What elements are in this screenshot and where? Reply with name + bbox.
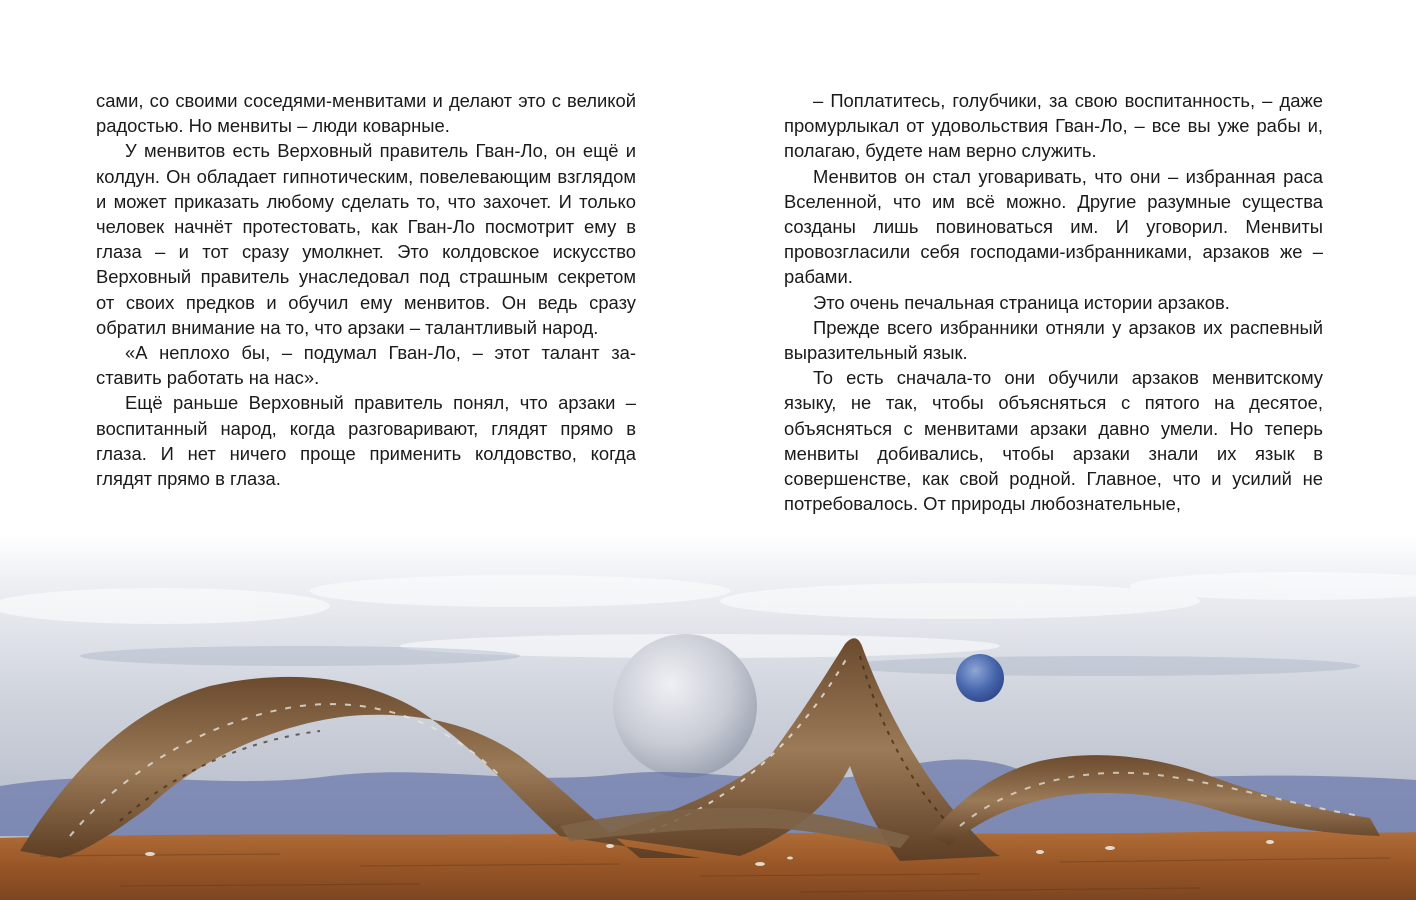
right-column-paragraph: – Поплатитесь, голубчики, за свою воспитанность, – даже промурлыкал от удовольствия Гван-Ло, – все вы уже рабы и, полагаю, будете нам верно служить. xyxy=(784,90,1323,162)
right-column-paragraph: Менвитов он стал уговаривать, что они – избранная раса Вселенной, что им всё можно. Другие разумные существа созданы лишь повиноваться им. И уговорил. Менвиты провозгласили себя господами-избранниками, арзаков же – рабами. xyxy=(784,165,1323,288)
left-column-paragraph: «А неплохо бы, – подумал Гван-Ло, – этот талант заставить работать на нас». xyxy=(96,342,636,389)
left-page-text xyxy=(96,88,636,491)
right-column-paragraph: То есть сначала-то они обучили арзаков менвитскому языку, не так, чтобы объясняться с пятого на десятое, объясняться с менвитами арзаки давно умели. Но теперь менвиты добивались, чтобы арзаки знали их язык в совершенстве, как свой родной. Главное, что и усилий не потребовалось. От природы любознательные, xyxy=(784,367,1323,515)
large-moon xyxy=(613,634,757,778)
left-column-paragraph: У менвитов есть Верховный правитель Гван-Ло, он ещё и колдун. Он обладает гипнотическим, повелевающим взглядом и может приказать любому сделать то, что захочет. И только человек начнёт протестовать, как Гван-Ло посмотрит ему в глаза – и тот сразу умолкнет. Это колдовское искусство Верховный правитель унаследовал под страшным секретом от своих предков и обучил ему менвитов. Он ведь сразу обратил внимание на то, что арзаки – талантливый народ. xyxy=(96,140,636,338)
right-column-paragraph: Прежде всего избранники отняли у арзаков их распевный выразительный язык. xyxy=(784,316,1323,364)
landscape-illustration xyxy=(0,536,1416,900)
left-column-paragraph: Ещё раньше Верховный правитель понял, что арзаки – воспитанный народ, когда разговаривают, глядят прямо в глаза. И нет ничего проще применить колдовство, когда глядят прямо в глаза. xyxy=(96,392,636,490)
right-page-text xyxy=(784,88,1323,516)
left-column-paragraph: сами, со своими соседями-менвитами и делают это с великой радостью. Но менвиты – люди коварные. xyxy=(96,90,636,137)
small-moon xyxy=(956,654,1004,702)
landscape-illustration-svg xyxy=(0,536,1416,900)
right-column-paragraph: Это очень печальная страница истории арзаков. xyxy=(813,291,1230,313)
